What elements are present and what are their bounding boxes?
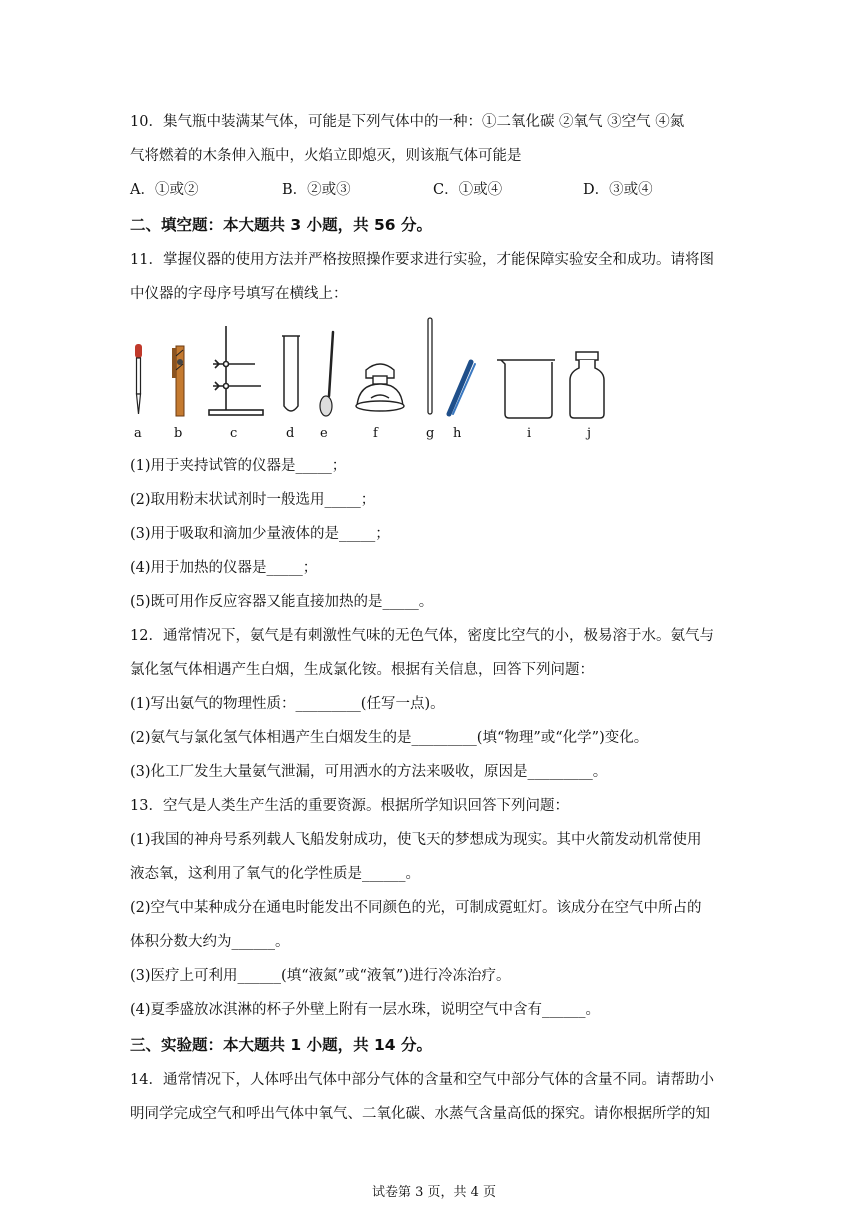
label-i: i xyxy=(527,426,532,441)
q10-line2: 气将燃着的木条伸入瓶中，火焰立即熄灭，则该瓶气体可能是 xyxy=(130,148,522,164)
q14-line2: 明同学完成空气和呼出气体中氧气、二氧化碳、水蒸气含量高低的探究。请你根据所学的知 xyxy=(130,1106,710,1122)
q11-item-5: (5)既可用作反应容器又能直接加热的是_____。 xyxy=(130,594,434,610)
q11-line2: 中仪器的字母序号填写在横线上： xyxy=(130,286,348,302)
label-h: h xyxy=(453,426,462,441)
label-g: g xyxy=(426,426,435,441)
q10-option-d: D．③或④ xyxy=(583,182,653,198)
q11-item-3: (3)用于吸取和滴加少量液体的是_____； xyxy=(130,526,390,542)
section-heading-fill-blank: 二、填空题：本大题共 3 小题，共 56 分。 xyxy=(130,216,432,234)
q14-line1: 14．通常情况下，人体呼出气体中部分气体的含量和空气中部分气体的含量不同。请帮助小 xyxy=(130,1072,714,1088)
q11-item-1: (1)用于夹持试管的仪器是_____； xyxy=(130,458,347,474)
q11-line1: 11．掌握仪器的使用方法并严格按照操作要求进行实验，才能保障实验安全和成功。请将图 xyxy=(130,252,714,268)
q12-line2: 氯化氢气体相遇产生白烟，生成氯化铵。根据有关信息，回答下列问题： xyxy=(130,662,594,678)
q10-line1: 10．集气瓶中装满某气体，可能是下列气体中的一种：①二氧化碳 ②氧气 ③空气 ④氮 xyxy=(130,114,685,130)
q11-item-2: (2)取用粉末状试剂时一般选用_____； xyxy=(130,492,376,508)
test-tube-icon xyxy=(282,336,300,411)
q10-option-c: C．①或④ xyxy=(433,182,503,198)
q13-item-2b: 体积分数大约为______。 xyxy=(130,934,290,950)
q10-option-a: A．①或② xyxy=(130,182,199,198)
label-b: b xyxy=(174,426,183,441)
glass-rod-icon xyxy=(428,318,432,414)
q11-item-4: (4)用于加热的仪器是_____； xyxy=(130,560,318,576)
beaker-icon xyxy=(497,360,555,418)
reagent-bottle-icon xyxy=(570,352,604,418)
label-e: e xyxy=(320,426,328,441)
section-heading-experiment: 三、实验题：本大题共 1 小题，共 14 分。 xyxy=(130,1036,432,1054)
q13-line1: 13．空气是人类生产生活的重要资源。根据所学知识回答下列问题： xyxy=(130,798,569,814)
medicine-spoon-icon xyxy=(320,332,333,416)
label-c: c xyxy=(230,426,238,441)
label-j: j xyxy=(587,426,592,441)
dropper-icon xyxy=(135,344,142,414)
q13-item-3: (3)医疗上可利用______(填“液氮”或“液氧”)进行冷冻治疗。 xyxy=(130,968,511,984)
q13-item-4: (4)夏季盛放冰淇淋的杯子外壁上附有一层水珠，说明空气中含有______。 xyxy=(130,1002,601,1018)
q10-option-b: B．②或③ xyxy=(282,182,351,198)
q13-item-1a: (1)我国的神舟号系列载人飞船发射成功，使飞天的梦想成为现实。其中火箭发动机常使用 xyxy=(130,832,702,848)
label-d: d xyxy=(286,426,295,441)
label-f: f xyxy=(373,426,378,441)
q12-item-1: (1)写出氨气的物理性质：_________(任写一点)。 xyxy=(130,696,445,712)
page-footer: 试卷第 3 页，共 4 页 xyxy=(371,1185,497,1200)
q13-item-2a: (2)空气中某种成分在通电时能发出不同颜色的光，可制成霓虹灯。该成分在空气中所占的 xyxy=(130,900,702,916)
iron-stand-icon xyxy=(209,326,263,415)
test-tube-holder-icon xyxy=(172,346,184,416)
tweezers-icon xyxy=(449,362,475,414)
q12-line1: 12．通常情况下，氨气是有刺激性气味的无色气体，密度比空气的小，极易溶于水。氨气与 xyxy=(130,628,714,644)
q13-item-1b: 液态氧，这利用了氧气的化学性质是______。 xyxy=(130,866,420,882)
alcohol-lamp-icon xyxy=(356,364,404,411)
label-a: a xyxy=(134,426,142,441)
q12-item-2: (2)氨气与氯化氢气体相遇产生白烟发生的是_________(填“物理”或“化学”)变化。 xyxy=(130,730,649,746)
q12-item-3: (3)化工厂发生大量氨气泄漏，可用洒水的方法来吸收，原因是_________。 xyxy=(130,764,608,780)
